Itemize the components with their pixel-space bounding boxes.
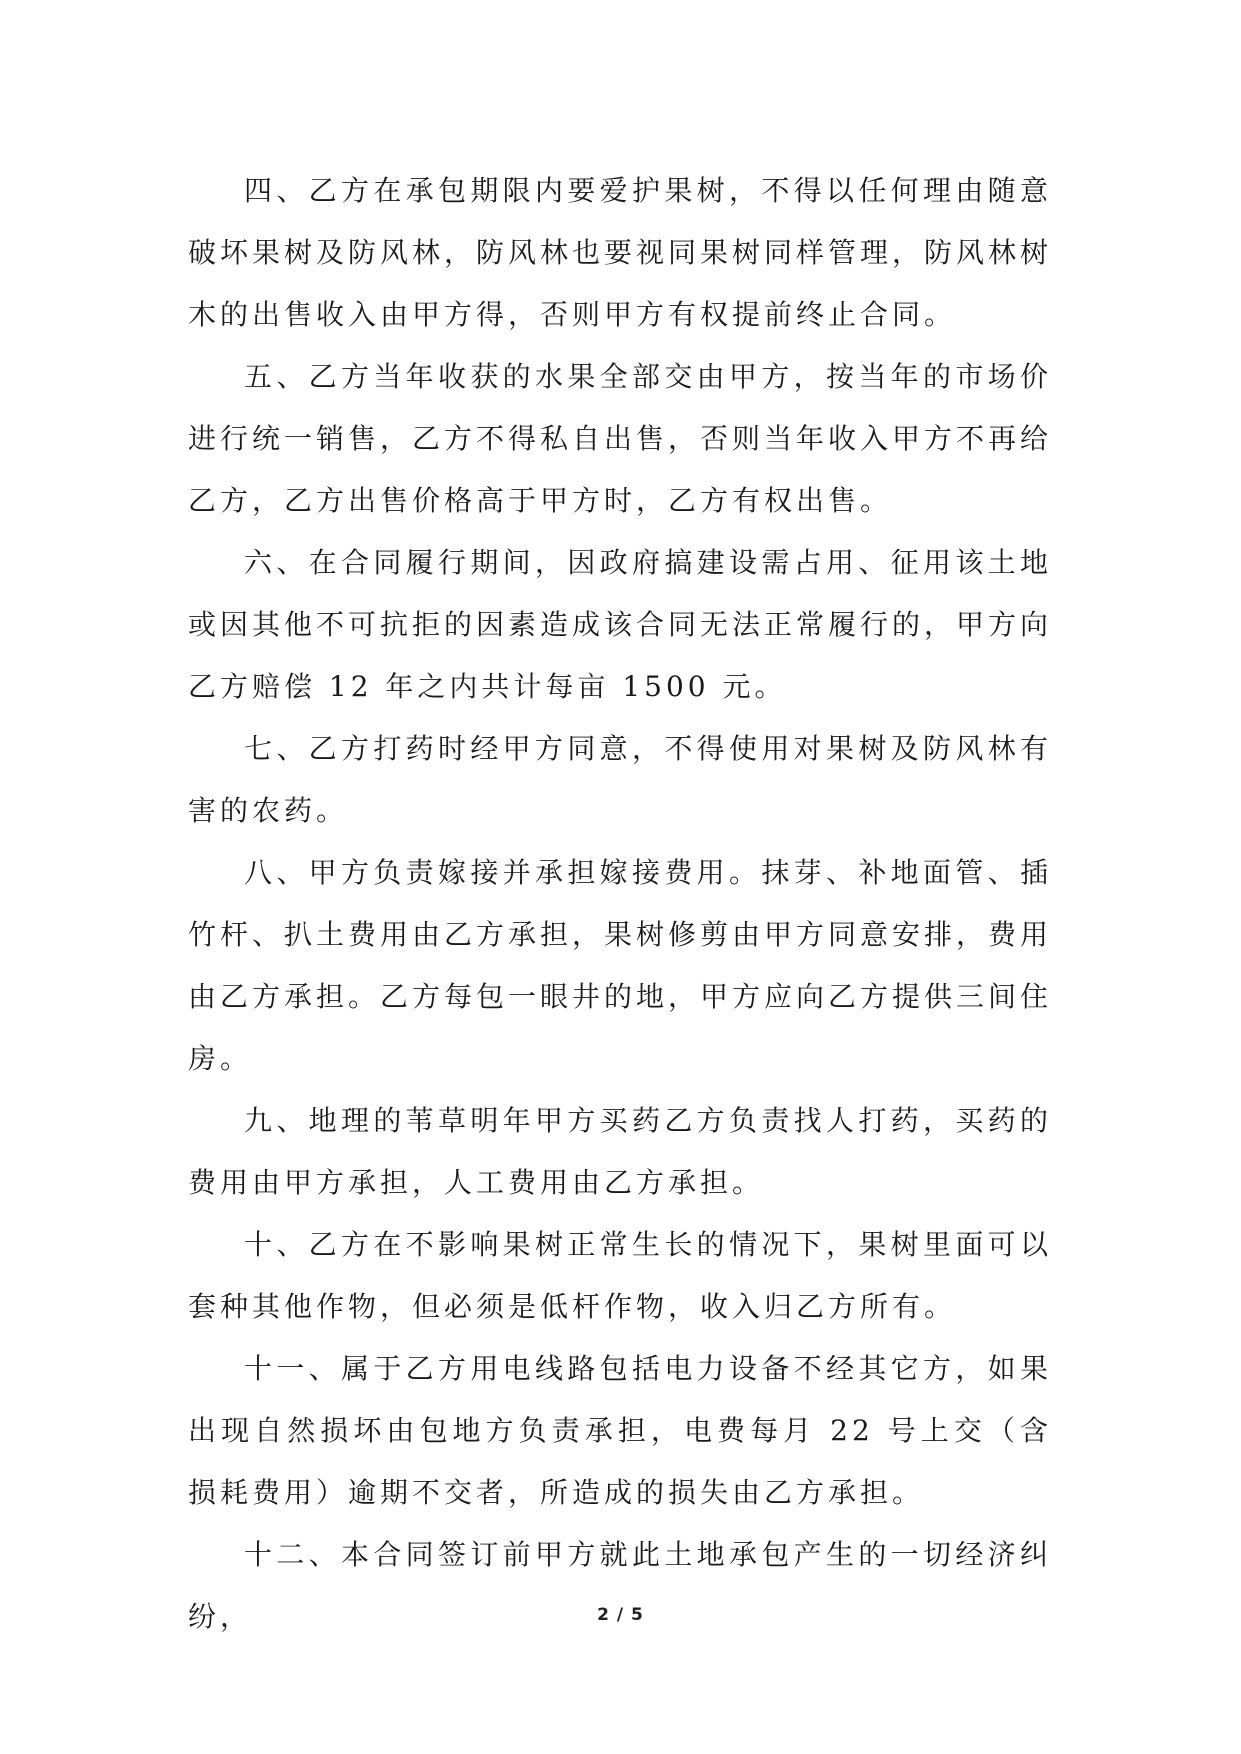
document-body <box>188 160 1052 1648</box>
clause-9-paragraph: 九、地理的苇草明年甲方买药乙方负责找人打药，买药的费用由甲方承担，人工费用由乙方承担。 <box>188 1104 1052 1199</box>
clause-11-paragraph: 十一、属于乙方用电线路包括电力设备不经其它方，如果出现自然损坏由包地方负责承担，电费每月 22 号上交（含损耗费用）逾期不交者，所造成的损失由乙方承担。 <box>188 1352 1052 1509</box>
clause-7-paragraph: 七、乙方打药时经甲方同意，不得使用对果树及防风林有害的农药。 <box>188 732 1052 827</box>
clause-6-paragraph: 六、在合同履行期间，因政府搞建设需占用、征用该土地或因其他不可抗拒的因素造成该合同无法正常履行的，甲方向乙方赔偿 12 年之内共计每亩 1500 元。 <box>188 546 1053 703</box>
clause-12-paragraph: 十二、本合同签订前甲方就此土地承包产生的一切经济纠纷， <box>188 1538 1052 1633</box>
page-number: 2 / 5 <box>597 1605 644 1625</box>
clause-5-paragraph: 五、乙方当年收获的水果全部交由甲方，按当年的市场价进行统一销售，乙方不得私自出售，否则当年收入甲方不再给乙方，乙方出售价格高于甲方时，乙方有权出售。 <box>188 360 1053 517</box>
clause-10-paragraph: 十、乙方在不影响果树正常生长的情况下，果树里面可以套种其他作物，但必须是低杆作物，收入归乙方所有。 <box>188 1228 1052 1323</box>
clause-4-paragraph: 四、乙方在承包期限内要爱护果树，不得以任何理由随意破坏果树及防风林，防风林也要视同果树同样管理，防风林树木的出售收入由甲方得，否则甲方有权提前终止合同。 <box>188 174 1053 331</box>
clause-8-paragraph: 八、甲方负责嫁接并承担嫁接费用。抹芽、补地面管、插竹杆、扒土费用由乙方承担，果树修剪由甲方同意安排，费用由乙方承担。乙方每包一眼井的地，甲方应向乙方提供三间住房。 <box>188 856 1053 1075</box>
